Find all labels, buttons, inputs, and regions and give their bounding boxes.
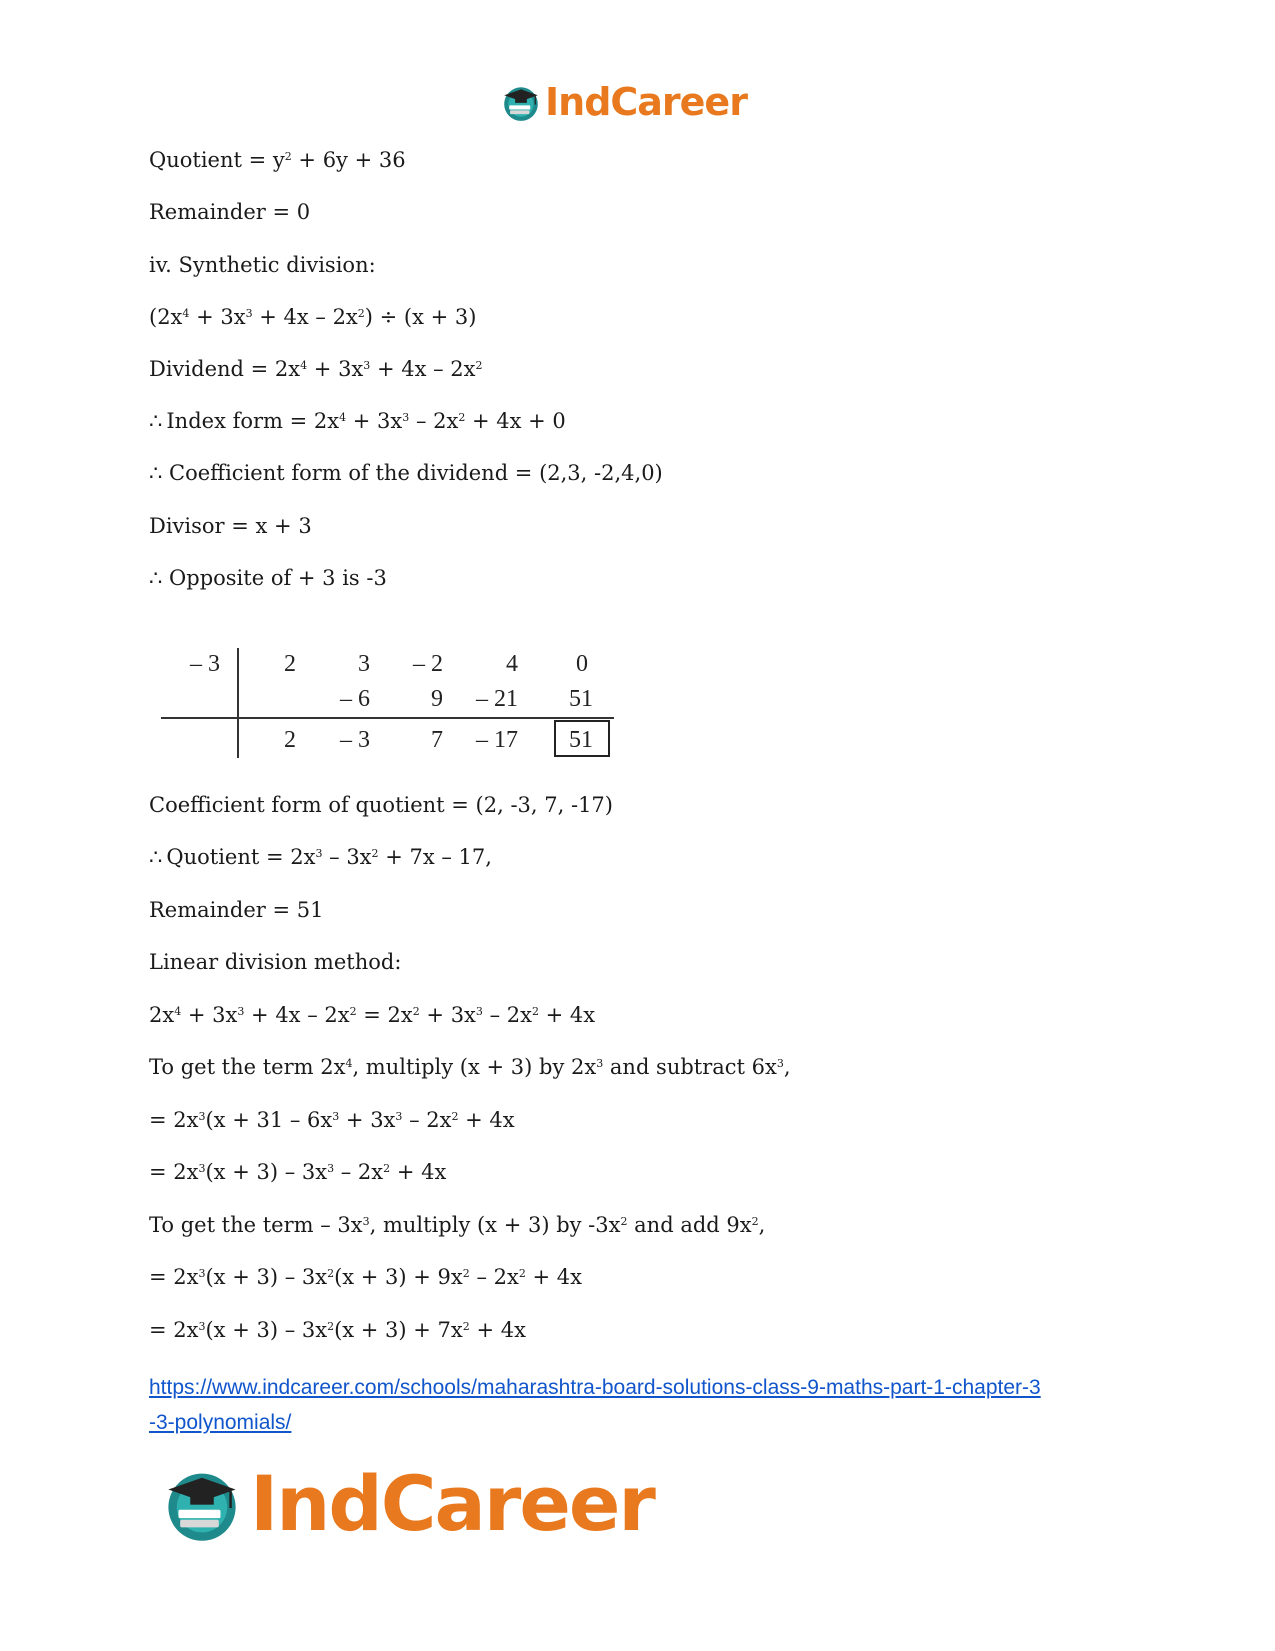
text-line: ∴ Index form = $2x^4 + 3x^3 - 2x^2 + 4x + 0$ (149, 409, 566, 433)
text-line: = $2x^3(x + 3) - 3x^2(x + 3) + 9x^2 - 2x^2 + 4x$ (149, 1265, 582, 1289)
row1-cell: 2 (284, 651, 296, 677)
text-line: Coefficient form of quotient = (2, -3, 7, -17) (149, 793, 613, 817)
row3-cell: – 3 (340, 727, 370, 753)
row3-cell: – 17 (476, 727, 518, 753)
text-line: To get the term – $3x^3$, multiply (x + 3) by $-3x^2$ and add $9x^2$, (149, 1213, 766, 1237)
brand-name: IndCareer (545, 80, 747, 124)
row3-cell: 7 (431, 727, 443, 753)
row1-cell: 3 (358, 651, 370, 677)
text-line: $2x^4 + 3x^3 + 4x - 2x^2 = 2x^2 + 3x^3 - 2x^2 + 4x$ (149, 1003, 596, 1027)
text-line: = $2x^3(x + 31 - 6x^3 + 3x^3 - 2x^2 + 4x$ (149, 1108, 515, 1132)
text-line: = $2x^3(x + 3) - 3x^3 - 2x^2 + 4x$ (149, 1160, 447, 1184)
row3-cell: 2 (284, 727, 296, 753)
text-line: = $2x^3(x + 3) - 3x^2(x + 3) + 7x^2 + 4x$ (149, 1318, 526, 1342)
row2-cell: 51 (569, 686, 593, 712)
logo-bottom (160, 1458, 654, 1548)
divisor-value: – 3 (190, 651, 220, 677)
row2-cell: – 21 (476, 686, 518, 712)
text-line: Dividend = $2x^4 + 3x^3 + 4x - 2x^2$ (149, 357, 483, 381)
text-line: Divisor = x + 3 (149, 514, 312, 538)
text-line: Remainder = 51 (149, 898, 324, 922)
graduation-cap-icon (160, 1461, 244, 1545)
logo-top (500, 78, 747, 126)
text-line: ∴ Opposite of + 3 is -3 (149, 566, 387, 590)
text-line: $(2x^4 + 3x^3 + 4x - 2x^2) \div (x + 3)$ (149, 305, 477, 329)
text-line: Quotient = $y^2 + 6y + 36$ (149, 148, 406, 172)
text-line: Linear division method: (149, 950, 402, 974)
row2-cell: 9 (431, 686, 443, 712)
source-link-line1: https://www.indcareer.com/schools/maharashtra-board-solutions-class-9-maths-part-1-chapter-3 (149, 1376, 1041, 1399)
brand-name: IndCareer (250, 1458, 654, 1548)
text-line: ∴ Coefficient form of the dividend = (2,3, -2,4,0) (149, 461, 663, 485)
row1-cell: 0 (576, 651, 588, 677)
remainder-boxed: 51 (569, 727, 593, 753)
synthetic-division-table (158, 644, 618, 760)
source-link[interactable] (149, 1370, 1041, 1440)
text-line: iv. Synthetic division: (149, 253, 376, 277)
text-line: ∴ Quotient = $2x^3 - 3x^2 + 7x - 17$, (149, 845, 492, 869)
text-line: To get the term $2x^4$, multiply (x + 3) by $2x^3$ and subtract $6x^3$, (149, 1055, 791, 1079)
source-link-line2: -3-polynomials/ (149, 1411, 292, 1434)
row2-cell: – 6 (340, 686, 370, 712)
row1-cell: 4 (506, 651, 518, 677)
text-line: Remainder = 0 (149, 200, 311, 224)
row1-cell: – 2 (413, 651, 443, 677)
graduation-cap-icon (500, 81, 542, 123)
